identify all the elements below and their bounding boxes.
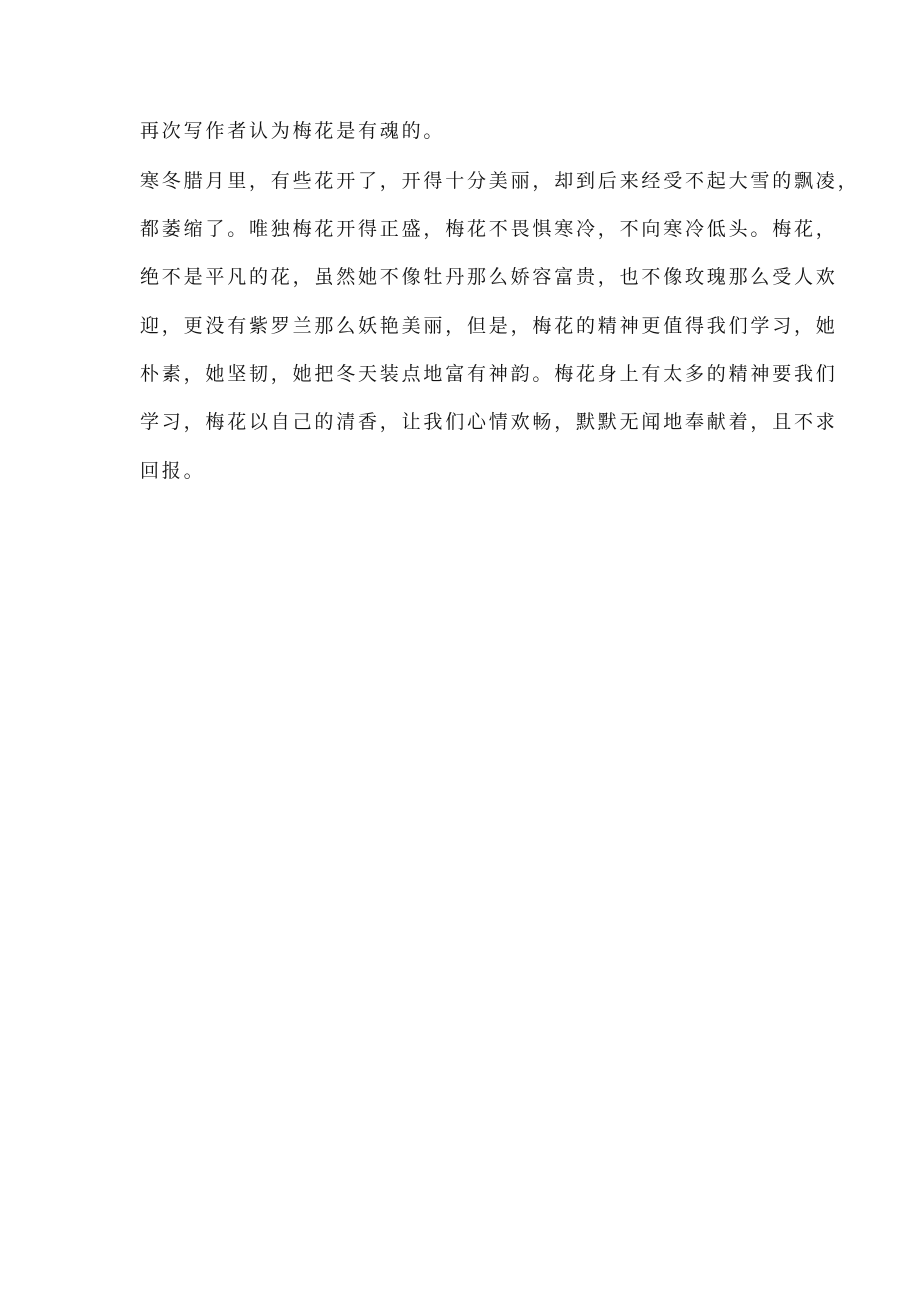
paragraph-body-line-2: 都萎缩了。唯独梅花开得正盛，梅花不畏惧寒冷，不向寒冷低头。梅花，: [140, 218, 838, 240]
paragraph-body-line-3: 绝不是平凡的花，虽然她不像牡丹那么娇容富贵，也不像玫瑰那么受人欢: [140, 266, 838, 288]
paragraph-body-line-6: 学习，梅花以自己的清香，让我们心情欢畅，默默无闻地奉献着，且不求: [140, 411, 838, 433]
paragraph-body-line-7: 回报。: [140, 460, 206, 482]
paragraph-body-line-1: 寒冬腊月里，有些花开了，开得十分美丽，却到后来经受不起大雪的飘凌，: [140, 170, 860, 192]
paragraph-body-line-5: 朴素，她坚韧，她把冬天装点地富有神韵。梅花身上有太多的精神要我们: [140, 363, 838, 385]
paragraph-intro-line: 再次写作者认为梅花是有魂的。: [140, 120, 446, 142]
paragraph-body-line-4: 迎，更没有紫罗兰那么妖艳美丽，但是，梅花的精神更值得我们学习，她: [140, 315, 838, 337]
